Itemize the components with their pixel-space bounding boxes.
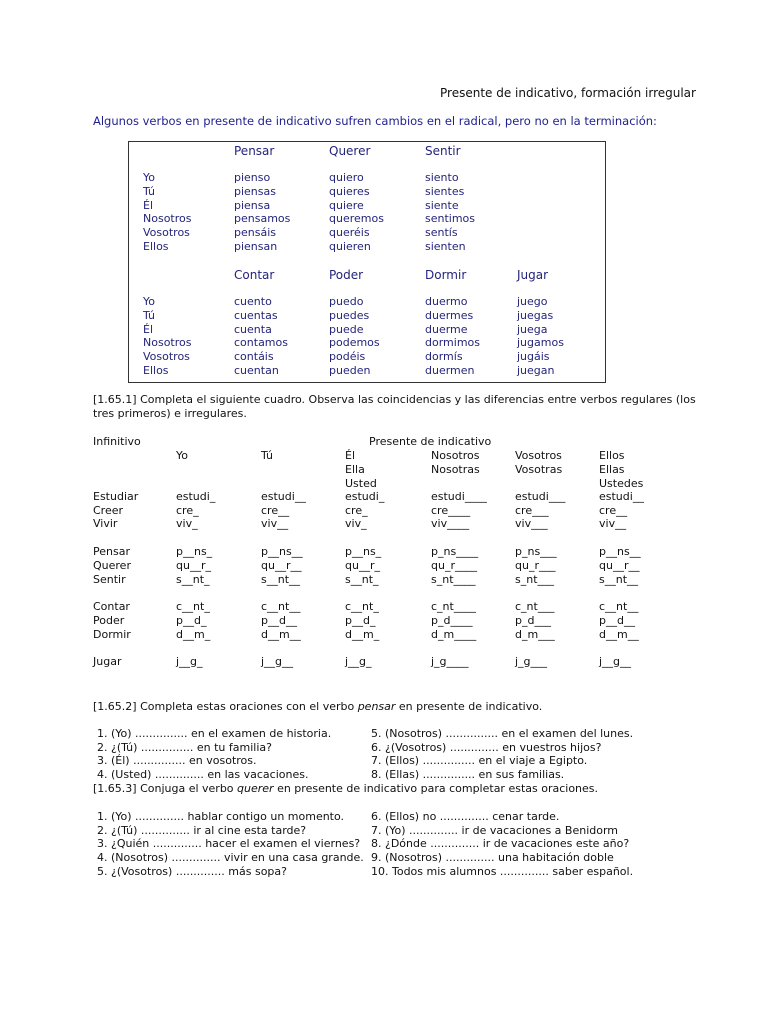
blank-cell: viv__ bbox=[599, 517, 627, 531]
verb-form: dormís bbox=[425, 350, 463, 364]
verb-form: juega bbox=[517, 322, 548, 336]
blank-cell: qu__r_ bbox=[345, 558, 380, 572]
blank-cell: s_nt____ bbox=[431, 572, 476, 586]
sentence: 7. (Ellos) ............... en el viaje a Egipto. bbox=[371, 754, 588, 768]
verb-form: quiere bbox=[329, 198, 364, 212]
verb-form: sienten bbox=[425, 240, 466, 253]
blank-cell: p__ns__ bbox=[261, 545, 303, 559]
verb-form: dormimos bbox=[425, 336, 480, 350]
blank-cell: viv_ bbox=[176, 517, 198, 531]
blank-cell: p__d_ bbox=[345, 613, 376, 627]
sentence: 4. (Nosotros) .............. vivir en una casa grande. bbox=[97, 851, 364, 865]
blank-cell: s__nt__ bbox=[261, 572, 301, 586]
verb-form: quieres bbox=[329, 184, 370, 198]
sentence: 1. (Yo) ............... en el examen de historia. bbox=[97, 727, 332, 740]
blank-cell: d_m___ bbox=[515, 627, 555, 641]
pronoun-label: Nosotros bbox=[143, 336, 192, 350]
blank-cell: j__g__ bbox=[599, 655, 632, 669]
blank-cell: viv_ bbox=[345, 517, 367, 531]
blank-cell: p__d__ bbox=[261, 613, 297, 627]
verb-form: siento bbox=[425, 171, 459, 184]
verb-form: quiero bbox=[329, 171, 364, 184]
blank-cell: s_nt___ bbox=[515, 572, 555, 586]
blank-cell: p_ns____ bbox=[431, 545, 479, 559]
verb-header: Jugar bbox=[517, 268, 549, 282]
verb-form: cuento bbox=[234, 295, 272, 308]
verb-form: queremos bbox=[329, 212, 384, 226]
column-header: Ella bbox=[345, 463, 365, 476]
pronoun-label: Vosotros bbox=[143, 226, 190, 240]
sentence: 9. (Nosotros) .............. una habitación doble bbox=[371, 851, 614, 865]
pronoun-label: Yo bbox=[143, 295, 155, 308]
column-header: Vosotras bbox=[515, 463, 563, 476]
column-header: Usted bbox=[345, 477, 377, 490]
blank-cell: j__g__ bbox=[261, 655, 294, 669]
blank-cell: estudi____ bbox=[431, 490, 487, 503]
verb-header: Pensar bbox=[234, 144, 275, 158]
pronoun-label: Yo bbox=[143, 171, 155, 184]
verb-form: podemos bbox=[329, 336, 380, 350]
blank-cell: d__m_ bbox=[345, 627, 380, 641]
sentence: 6. (Ellos) no .............. cenar tarde. bbox=[371, 810, 560, 823]
sentence: 6. ¿(Vosotros) .............. en vuestros hijos? bbox=[371, 740, 602, 754]
verb-form: piensa bbox=[234, 198, 271, 212]
blank-cell: c_nt___ bbox=[515, 600, 555, 614]
blank-cell: s__nt_ bbox=[176, 572, 210, 586]
blank-cell: qu__r__ bbox=[261, 558, 302, 572]
verb-form: pensamos bbox=[234, 212, 291, 226]
ex3-instruction-verb: querer bbox=[237, 782, 274, 795]
sentence: 7. (Yo) .............. ir de vacaciones a Benidorm bbox=[371, 823, 619, 837]
row-verb: Vivir bbox=[93, 517, 118, 531]
blank-cell: c__nt_ bbox=[176, 600, 210, 614]
blank-cell: qu_r____ bbox=[431, 558, 477, 572]
blank-cell: cre__ bbox=[599, 503, 628, 517]
verb-form: contamos bbox=[234, 336, 288, 350]
blank-cell: cre___ bbox=[515, 503, 549, 517]
verb-form: jugáis bbox=[517, 350, 550, 364]
pronoun-label: Vosotros bbox=[143, 350, 190, 364]
column-header: Yo bbox=[176, 449, 188, 462]
blank-cell: j__g_ bbox=[345, 655, 372, 669]
verb-form: duermo bbox=[425, 295, 468, 308]
blank-cell: cre____ bbox=[431, 503, 471, 517]
row-verb: Estudiar bbox=[93, 490, 139, 503]
pronoun-label: Ellos bbox=[143, 240, 169, 253]
ex2-instruction-pre: [1.65.2] Completa estas oraciones con el verbo bbox=[93, 700, 358, 713]
verb-header: Querer bbox=[329, 144, 371, 158]
verb-form: duermen bbox=[425, 364, 475, 377]
row-verb: Sentir bbox=[93, 572, 126, 586]
verb-form: juegas bbox=[517, 308, 554, 322]
verb-header: Poder bbox=[329, 268, 364, 282]
verb-form: contáis bbox=[234, 350, 274, 364]
pronoun-label: Tú bbox=[143, 184, 156, 198]
sentence: 2. ¿(Tú) ............... en tu familia? bbox=[97, 740, 272, 754]
verb-form: pensáis bbox=[234, 226, 276, 240]
sentence: 3. (Él) ............... en vosotros. bbox=[97, 754, 257, 768]
column-header: Él bbox=[345, 449, 356, 462]
verb-form: piensan bbox=[234, 240, 278, 253]
sentence: 3. ¿Quién .............. hacer el examen el viernes? bbox=[97, 837, 361, 851]
blank-cell: d_m____ bbox=[431, 627, 477, 641]
verb-form: jugamos bbox=[517, 336, 564, 350]
blank-cell: d__m_ bbox=[176, 627, 211, 641]
blank-cell: j__g_ bbox=[176, 655, 203, 669]
blank-cell: qu__r_ bbox=[176, 558, 211, 572]
verb-form: juegan bbox=[517, 364, 555, 377]
blank-cell: p__d_ bbox=[176, 613, 207, 627]
verb-form: sentimos bbox=[425, 212, 476, 226]
verb-header: Dormir bbox=[425, 268, 467, 282]
blank-cell: j_g____ bbox=[431, 655, 469, 669]
sentence: 10. Todos mis alumnos .............. saber español. bbox=[371, 864, 634, 878]
page-title: Presente de indicativo, formación irregular bbox=[440, 86, 696, 100]
blank-cell: p_ns___ bbox=[515, 545, 557, 559]
verb-form: queréis bbox=[329, 226, 370, 240]
ex2-instruction-post: en presente de indicativo. bbox=[395, 700, 543, 713]
blank-cell: d__m__ bbox=[599, 627, 639, 641]
blank-cell: estudi__ bbox=[261, 490, 306, 503]
ex3-instruction bbox=[93, 782, 598, 795]
row-verb: Pensar bbox=[93, 545, 130, 559]
verb-form: quieren bbox=[329, 240, 371, 253]
sentence: 4. (Usted) .............. en las vacaciones. bbox=[97, 768, 309, 782]
blank-cell: qu_r___ bbox=[515, 558, 556, 572]
blank-cell: estudi_ bbox=[176, 490, 216, 503]
intro-text: Algunos verbos en presente de indicativo sufren cambios en el radical, pero no en la terminación: bbox=[93, 114, 657, 128]
blank-cell: p_d___ bbox=[515, 613, 551, 627]
verb-form: juego bbox=[517, 295, 548, 308]
row-verb: Creer bbox=[93, 503, 124, 517]
verb-form: puede bbox=[329, 322, 364, 336]
verb-header: Contar bbox=[234, 268, 275, 282]
column-header: Nosotras bbox=[431, 463, 480, 476]
blank-cell: estudi___ bbox=[515, 490, 566, 503]
blank-cell: viv__ bbox=[261, 517, 289, 531]
verb-form: pueden bbox=[329, 364, 371, 377]
row-verb: Contar bbox=[93, 600, 130, 614]
blank-cell: c__nt__ bbox=[599, 600, 639, 614]
verb-header: Sentir bbox=[425, 144, 461, 158]
blank-cell: c_nt____ bbox=[431, 600, 476, 614]
blank-cell: p__d__ bbox=[599, 613, 635, 627]
pronoun-label: Tú bbox=[143, 308, 156, 322]
verb-form: sientes bbox=[425, 184, 465, 198]
column-header: Vosotros bbox=[515, 449, 562, 462]
sentence: 5. ¿(Vosotros) .............. más sopa? bbox=[97, 864, 287, 878]
blank-cell: viv___ bbox=[515, 517, 548, 531]
verb-form: duerme bbox=[425, 322, 468, 336]
verb-form: piensas bbox=[234, 184, 276, 198]
sentence: 8. (Ellas) ............... en sus familias. bbox=[371, 768, 565, 782]
blank-cell: cre__ bbox=[261, 503, 290, 517]
blank-cell: c__nt__ bbox=[261, 600, 301, 614]
blank-cell: cre_ bbox=[176, 503, 199, 517]
verb-form: pienso bbox=[234, 171, 271, 184]
infinitivo-label: Infinitivo bbox=[93, 435, 141, 448]
blank-cell: p__ns__ bbox=[599, 545, 641, 559]
verb-form: puedo bbox=[329, 295, 364, 308]
pronoun-label: Ellos bbox=[143, 364, 169, 377]
column-header: Ellas bbox=[599, 463, 625, 476]
blank-cell: s__nt__ bbox=[599, 572, 639, 586]
sentence: 1. (Yo) .............. hablar contigo un momento. bbox=[97, 810, 345, 823]
blank-cell: p_d____ bbox=[431, 613, 473, 627]
blank-cell: estudi_ bbox=[345, 490, 385, 503]
blank-cell: j_g___ bbox=[515, 655, 548, 669]
pronoun-label: Nosotros bbox=[143, 212, 192, 226]
sentence: 8. ¿Dónde .............. ir de vacaciones este año? bbox=[371, 837, 630, 851]
row-verb: Poder bbox=[93, 613, 125, 627]
row-verb: Jugar bbox=[93, 655, 122, 669]
column-header: Ustedes bbox=[599, 477, 644, 490]
pronoun-label: Él bbox=[143, 322, 154, 336]
blank-cell: estudi__ bbox=[599, 490, 644, 503]
verb-form: puedes bbox=[329, 308, 370, 322]
verb-form: duermes bbox=[425, 308, 474, 322]
verb-form: siente bbox=[425, 198, 459, 212]
ex1-instruction-line2: tres primeros) e irregulares. bbox=[93, 407, 247, 420]
column-header: Nosotros bbox=[431, 449, 480, 462]
blank-cell: s__nt_ bbox=[345, 572, 379, 586]
blank-cell: viv____ bbox=[431, 517, 470, 531]
blank-cell: d__m__ bbox=[261, 627, 301, 641]
sentence: 2. ¿(Tú) .............. ir al cine esta tarde? bbox=[97, 823, 307, 837]
blank-cell: c__nt_ bbox=[345, 600, 379, 614]
ex2-instruction-verb: pensar bbox=[357, 700, 396, 713]
ex3-instruction-pre: [1.65.3] Conjuga el verbo bbox=[93, 782, 238, 795]
presente-label: Presente de indicativo bbox=[369, 435, 492, 448]
blank-cell: qu__r__ bbox=[599, 558, 640, 572]
blank-cell: p__ns_ bbox=[345, 545, 382, 559]
sentence: 5. (Nosotros) ............... en el examen del lunes. bbox=[371, 727, 634, 740]
blank-cell: p__ns_ bbox=[176, 545, 213, 559]
verb-form: cuenta bbox=[234, 322, 272, 336]
ex1-instruction-line1: [1.65.1] Completa el siguiente cuadro. Observa las coincidencias y las diferencias entre verbos regulares (los bbox=[93, 393, 696, 406]
verb-form: cuentas bbox=[234, 308, 278, 322]
ex2-instruction bbox=[93, 700, 542, 713]
verb-form: sentís bbox=[425, 226, 458, 240]
row-verb: Dormir bbox=[93, 627, 131, 641]
verb-form: cuentan bbox=[234, 364, 279, 377]
verb-form: podéis bbox=[329, 350, 366, 364]
column-header: Ellos bbox=[599, 449, 625, 462]
ex3-instruction-post: en presente de indicativo para completar estas oraciones. bbox=[273, 782, 599, 795]
column-header: Tú bbox=[261, 449, 274, 462]
blank-cell: cre_ bbox=[345, 503, 368, 517]
row-verb: Querer bbox=[93, 558, 131, 572]
pronoun-label: Él bbox=[143, 198, 154, 212]
